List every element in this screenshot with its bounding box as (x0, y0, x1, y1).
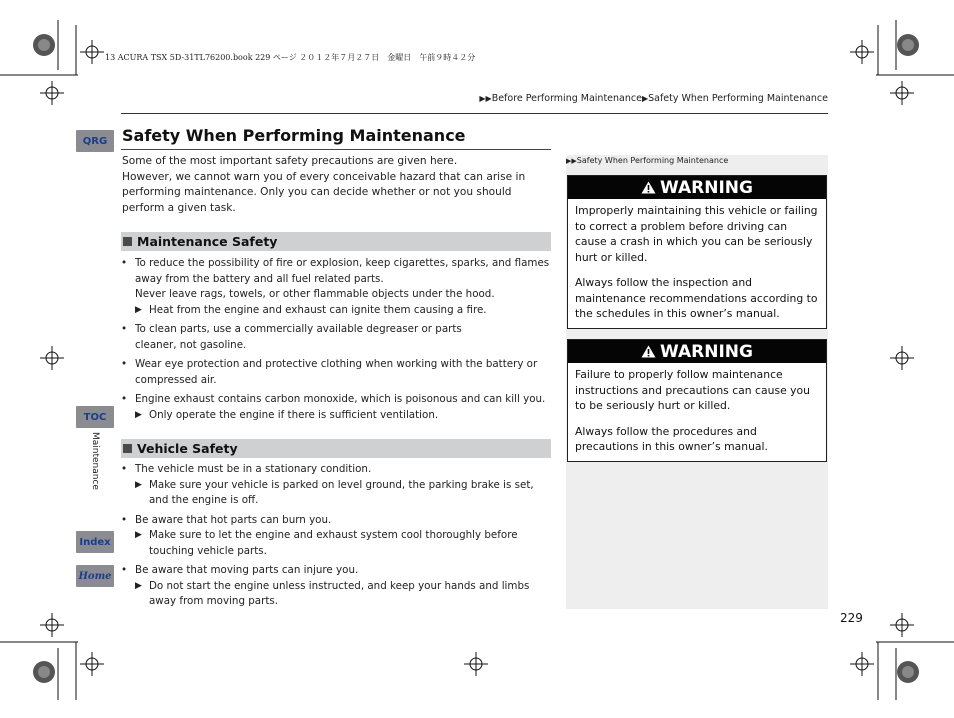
index-tab[interactable] (76, 531, 114, 553)
page-number: 229 (840, 611, 863, 625)
arrow-icon: ▶ (135, 304, 142, 315)
arrow-icon: ▶ (135, 530, 142, 540)
list-item: • To clean parts, use a commercially available degreaser or parts cleaner, not gasoline. (121, 323, 462, 351)
warning-text: Always follow the inspection and maintenance recommendations according to the schedules in this owner’s manual. (575, 276, 818, 320)
section-heading-maintenance-safety: Maintenance Safety (121, 232, 551, 251)
square-bullet-icon (123, 444, 132, 453)
list-item: • Be aware that moving parts can injure you. ▶ Do not start the engine unless instructed, and keep your hands and limbs away from moving parts. (121, 564, 530, 607)
intro-line-1: Some of the most important safety precautions are given here. (122, 155, 458, 167)
square-bullet-icon (123, 237, 132, 246)
intro-line-2: However, we cannot warn you of every conceivable hazard that can arise in performing maintenance. Only you can decide whether or not you should perform a given task. (122, 170, 526, 214)
arrow-icon: ▶ (641, 94, 649, 103)
qrg-tab[interactable] (76, 130, 114, 152)
home-tab[interactable] (76, 565, 114, 587)
list-item: • Be aware that hot parts can burn you. ▶ Make sure to let the engine and exhaust system cool thoroughly before touching vehicle parts. (121, 513, 518, 557)
header-rule (121, 113, 828, 114)
index-tab-label: Index (79, 536, 111, 548)
arrow-icon: ▶ (135, 409, 142, 420)
arrow-icon: ▶ (135, 580, 142, 591)
list-item: • The vehicle must be in a stationary condition. ▶ Make sure your vehicle is parked on level ground, the parking brake is set, and the engine is off. (121, 463, 534, 506)
warning-box-1 (567, 175, 827, 329)
list-item: • Wear eye protection and protective clothing when working with the battery or compressed air. (121, 358, 538, 386)
side-notes-crumb[interactable]: ▶▶Safety When Performing Maintenance (566, 156, 729, 165)
breadcrumb (479, 93, 828, 104)
intro-text (122, 154, 554, 216)
qrg-tab-label: QRG (82, 135, 108, 147)
list-item: • Engine exhaust contains carbon monoxide, which is poisonous and can kill you. ▶ Only operate the engine if there is sufficient ventilation. (121, 392, 553, 423)
breadcrumb-parent[interactable]: Before Performing Maintenance (491, 93, 642, 104)
warning-header: WARNING (568, 176, 826, 199)
section-heading-vehicle-safety: Vehicle Safety (121, 439, 551, 458)
warning-header: WARNING (568, 340, 826, 363)
print-header: 13 ACURA TSX 5D-31TL76200.book 229 ページ ２０１２年７月２７日 金曜日 午前９時４２分 (105, 53, 476, 62)
breadcrumb-current: Safety When Performing Maintenance (648, 93, 828, 104)
list-item: • To reduce the possibility of fire or explosion, keep cigarettes, sparks, and flames away from the battery and all fuel related parts. Never leave rags, towels, or other flammable objects under the hood. ▶ Heat from the engine and exhaust can ignite them causing a fire. (121, 256, 553, 318)
warning-triangle-icon (641, 181, 656, 194)
vehicle-safety-list (121, 462, 553, 614)
warning-box-2 (567, 339, 827, 462)
page-title: Safety When Performing Maintenance (122, 126, 466, 145)
section-side-label: Maintenance (90, 432, 100, 490)
maintenance-safety-list (121, 256, 553, 427)
toc-tab[interactable] (76, 406, 114, 428)
warning-triangle-icon (641, 345, 656, 358)
warning-text: Improperly maintaining this vehicle or failing to correct a problem before driving can cause a crash in which you can be seriously hurt or killed. (575, 204, 818, 264)
arrow-icon: ▶ (135, 479, 142, 490)
arrow-icon: ▶▶ (566, 157, 577, 165)
title-rule (121, 149, 551, 150)
double-arrow-icon: ▶▶ (479, 94, 492, 103)
warning-text: Always follow the procedures and precautions in this owner’s manual. (575, 424, 768, 453)
warning-text: Failure to properly follow maintenance instructions and precautions can cause you to be seriously hurt or killed. (575, 368, 810, 412)
toc-tab-label: TOC (83, 411, 107, 423)
home-icon: Home (78, 570, 112, 582)
